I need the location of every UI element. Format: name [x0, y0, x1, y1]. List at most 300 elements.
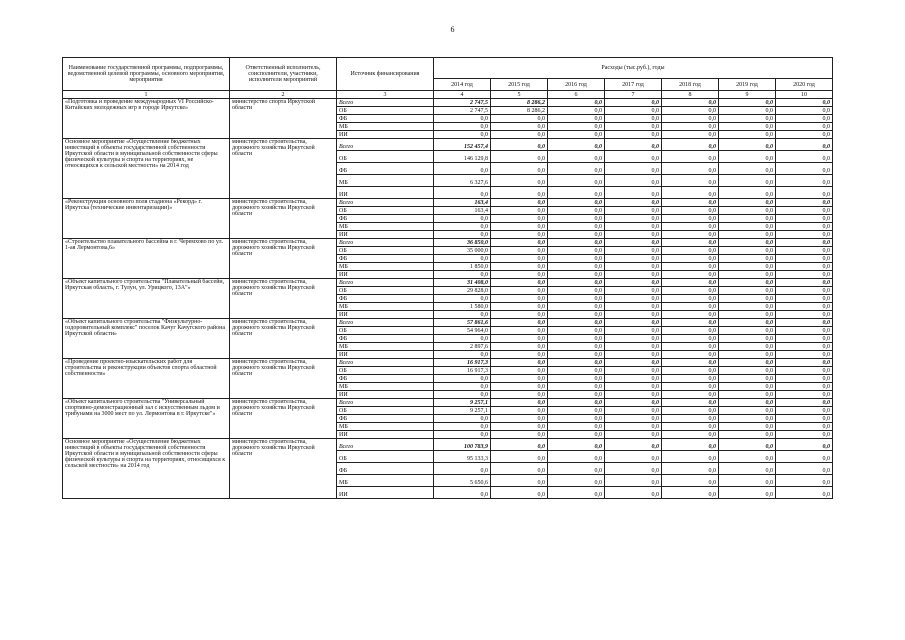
funding-source: МБ [337, 423, 434, 431]
amount-cell: 0,0 [662, 359, 719, 367]
amount-cell: 0,0 [491, 319, 548, 327]
amount-cell: 0,0 [548, 131, 605, 139]
amount-cell: 95 133,3 [434, 451, 491, 463]
amount-cell: 0,0 [548, 99, 605, 107]
amount-cell: 0,0 [776, 207, 833, 215]
amount-cell: 0,0 [434, 351, 491, 359]
amount-cell: 0,0 [491, 163, 548, 175]
amount-cell: 0,0 [719, 255, 776, 263]
funding-source: ОБ [337, 327, 434, 335]
amount-cell: 0,0 [491, 407, 548, 415]
amount-cell: 0,0 [605, 423, 662, 431]
amount-cell: 0,0 [719, 239, 776, 247]
amount-cell: 0,0 [605, 279, 662, 287]
funding-source: ФБ [337, 163, 434, 175]
column-number: 10 [776, 91, 833, 99]
amount-cell: 0,0 [605, 287, 662, 295]
amount-cell: 0,0 [605, 187, 662, 199]
table-row [63, 99, 833, 107]
amount-cell: 57 861,6 [434, 319, 491, 327]
header-year: 2015 год [491, 79, 548, 91]
amount-cell: 0,0 [719, 359, 776, 367]
amount-cell: 0,0 [434, 295, 491, 303]
column-number: 3 [337, 91, 434, 99]
amount-cell: 0,0 [719, 115, 776, 123]
amount-cell: 0,0 [776, 151, 833, 163]
column-number: 7 [605, 91, 662, 99]
header-year: 2017 год [605, 79, 662, 91]
activity-executor: министерство строительства, дорожного хозяйства Иркутской области [230, 399, 337, 439]
amount-cell: 0,0 [434, 131, 491, 139]
funding-source: Всего [337, 139, 434, 151]
amount-cell: 0,0 [662, 343, 719, 351]
column-number: 9 [719, 91, 776, 99]
amount-cell: 0,0 [491, 327, 548, 335]
amount-cell: 0,0 [548, 319, 605, 327]
funding-source: ИИ [337, 487, 434, 499]
amount-cell: 0,0 [434, 335, 491, 343]
amount-cell: 0,0 [776, 99, 833, 107]
funding-source: Всего [337, 279, 434, 287]
amount-cell: 0,0 [662, 151, 719, 163]
amount-cell: 0,0 [605, 175, 662, 187]
amount-cell: 0,0 [776, 391, 833, 399]
activity-name: «Реконструкция основного поля стадиона «Рекорд» г. Иркутска (технические инвентаризации)» [63, 199, 230, 239]
amount-cell: 0,0 [662, 99, 719, 107]
funding-source: ИИ [337, 351, 434, 359]
amount-cell: 0,0 [776, 415, 833, 423]
amount-cell: 0,0 [434, 415, 491, 423]
amount-cell: 0,0 [662, 451, 719, 463]
amount-cell: 0,0 [662, 287, 719, 295]
amount-cell: 0,0 [548, 463, 605, 475]
amount-cell: 0,0 [605, 451, 662, 463]
amount-cell: 0,0 [662, 399, 719, 407]
amount-cell: 0,0 [548, 407, 605, 415]
amount-cell: 0,0 [719, 207, 776, 215]
column-number: 5 [491, 91, 548, 99]
activity-executor: министерство строительства, дорожного хозяйства Иркутской области [230, 139, 337, 199]
amount-cell: 0,0 [776, 439, 833, 451]
amount-cell: 0,0 [605, 207, 662, 215]
funding-source: МБ [337, 383, 434, 391]
amount-cell: 0,0 [548, 423, 605, 431]
amount-cell: 0,0 [548, 439, 605, 451]
amount-cell: 0,0 [662, 375, 719, 383]
amount-cell: 0,0 [776, 175, 833, 187]
amount-cell: 0,0 [491, 239, 548, 247]
header-executor: Ответственный исполнитель, соисполнители, участники, исполнители мероприятий [230, 58, 337, 91]
column-number: 8 [662, 91, 719, 99]
amount-cell: 0,0 [776, 271, 833, 279]
amount-cell: 0,0 [776, 279, 833, 287]
amount-cell: 1 850,0 [434, 263, 491, 271]
amount-cell: 0,0 [548, 215, 605, 223]
funding-source: МБ [337, 223, 434, 231]
amount-cell: 0,0 [719, 271, 776, 279]
amount-cell: 0,0 [491, 255, 548, 263]
funding-source: ОБ [337, 287, 434, 295]
funding-source: ОБ [337, 207, 434, 215]
header-year: 2019 год [719, 79, 776, 91]
amount-cell: 0,0 [491, 375, 548, 383]
amount-cell: 0,0 [548, 123, 605, 131]
amount-cell: 0,0 [662, 383, 719, 391]
amount-cell: 2 897,6 [434, 343, 491, 351]
amount-cell: 0,0 [548, 487, 605, 499]
amount-cell: 0,0 [719, 139, 776, 151]
amount-cell: 0,0 [776, 451, 833, 463]
amount-cell: 0,0 [434, 311, 491, 319]
amount-cell: 0,0 [662, 175, 719, 187]
amount-cell: 0,0 [776, 231, 833, 239]
header-funding-source: Источник финансирования [337, 58, 434, 91]
amount-cell: 0,0 [662, 279, 719, 287]
header-program-name: Наименование государственной программы, подпрограммы, ведомственной целевой программы, основного мероприятия, мероприятия [63, 58, 230, 91]
amount-cell: 0,0 [719, 319, 776, 327]
amount-cell: 0,0 [548, 263, 605, 271]
amount-cell: 0,0 [776, 359, 833, 367]
amount-cell: 0,0 [662, 215, 719, 223]
funding-source: ФБ [337, 215, 434, 223]
amount-cell: 0,0 [719, 247, 776, 255]
activity-name: «Строительство плавательного бассейна в г. Черемхово по ул. 1-ая Лермонтова,6» [63, 239, 230, 279]
amount-cell: 0,0 [434, 223, 491, 231]
activity-executor: министерство строительства, дорожного хозяйства Иркутской области [230, 319, 337, 359]
amount-cell: 0,0 [662, 439, 719, 451]
amount-cell: 0,0 [605, 391, 662, 399]
amount-cell: 0,0 [491, 303, 548, 311]
amount-cell: 0,0 [605, 151, 662, 163]
amount-cell: 0,0 [605, 327, 662, 335]
amount-cell: 0,0 [491, 131, 548, 139]
amount-cell: 0,0 [548, 187, 605, 199]
amount-cell: 0,0 [605, 475, 662, 487]
amount-cell: 0,0 [662, 303, 719, 311]
amount-cell: 0,0 [605, 375, 662, 383]
funding-source: ОБ [337, 151, 434, 163]
amount-cell: 0,0 [605, 399, 662, 407]
funding-source: Всего [337, 359, 434, 367]
amount-cell: 0,0 [662, 487, 719, 499]
amount-cell: 0,0 [719, 423, 776, 431]
amount-cell: 0,0 [719, 287, 776, 295]
amount-cell: 0,0 [662, 407, 719, 415]
amount-cell: 0,0 [776, 399, 833, 407]
amount-cell: 0,0 [719, 295, 776, 303]
page-number: 6 [450, 25, 455, 34]
amount-cell: 0,0 [605, 463, 662, 475]
amount-cell: 0,0 [491, 263, 548, 271]
amount-cell: 0,0 [776, 255, 833, 263]
amount-cell: 2 747,5 [434, 99, 491, 107]
amount-cell: 0,0 [548, 199, 605, 207]
amount-cell: 0,0 [548, 107, 605, 115]
amount-cell: 0,0 [605, 115, 662, 123]
amount-cell: 0,0 [548, 255, 605, 263]
funding-source: ИИ [337, 231, 434, 239]
amount-cell: 0,0 [719, 343, 776, 351]
amount-cell: 0,0 [548, 327, 605, 335]
amount-cell: 0,0 [491, 451, 548, 463]
amount-cell: 0,0 [662, 351, 719, 359]
amount-cell: 0,0 [776, 287, 833, 295]
amount-cell: 0,0 [605, 163, 662, 175]
amount-cell: 0,0 [548, 335, 605, 343]
amount-cell: 0,0 [719, 463, 776, 475]
amount-cell: 0,0 [491, 475, 548, 487]
amount-cell: 0,0 [776, 487, 833, 499]
column-number: 2 [230, 91, 337, 99]
funding-source: ОБ [337, 407, 434, 415]
amount-cell: 0,0 [548, 343, 605, 351]
amount-cell: 0,0 [776, 423, 833, 431]
amount-cell: 0,0 [662, 131, 719, 139]
amount-cell: 0,0 [719, 311, 776, 319]
activity-executor: министерство спорта Иркутской области [230, 99, 337, 139]
amount-cell: 0,0 [662, 367, 719, 375]
funding-source: ФБ [337, 463, 434, 475]
amount-cell: 0,0 [491, 343, 548, 351]
amount-cell: 0,0 [776, 463, 833, 475]
funding-source: Всего [337, 199, 434, 207]
amount-cell: 0,0 [605, 271, 662, 279]
amount-cell: 0,0 [548, 151, 605, 163]
amount-cell: 0,0 [548, 287, 605, 295]
amount-cell: 0,0 [548, 391, 605, 399]
amount-cell: 0,0 [605, 107, 662, 115]
amount-cell: 0,0 [491, 139, 548, 151]
amount-cell: 0,0 [434, 187, 491, 199]
amount-cell: 0,0 [434, 163, 491, 175]
amount-cell: 0,0 [662, 187, 719, 199]
amount-cell: 0,0 [434, 431, 491, 439]
amount-cell: 0,0 [776, 139, 833, 151]
amount-cell: 35 000,0 [434, 247, 491, 255]
amount-cell: 0,0 [719, 375, 776, 383]
amount-cell: 0,0 [662, 115, 719, 123]
amount-cell: 54 964,0 [434, 327, 491, 335]
amount-cell: 0,0 [605, 223, 662, 231]
amount-cell: 152 457,4 [434, 139, 491, 151]
funding-source: ИИ [337, 391, 434, 399]
amount-cell: 0,0 [719, 107, 776, 115]
amount-cell: 0,0 [605, 343, 662, 351]
amount-cell: 0,0 [776, 407, 833, 415]
amount-cell: 0,0 [491, 383, 548, 391]
amount-cell: 0,0 [491, 287, 548, 295]
amount-cell: 0,0 [605, 263, 662, 271]
amount-cell: 8 286,2 [491, 99, 548, 107]
amount-cell: 16 917,3 [434, 359, 491, 367]
amount-cell: 0,0 [776, 319, 833, 327]
funding-source: МБ [337, 175, 434, 187]
amount-cell: 0,0 [491, 123, 548, 131]
amount-cell: 0,0 [491, 335, 548, 343]
amount-cell: 0,0 [662, 139, 719, 151]
table-row [63, 359, 833, 367]
table-row [63, 319, 833, 327]
amount-cell: 0,0 [434, 123, 491, 131]
amount-cell: 36 850,0 [434, 239, 491, 247]
funding-source: ФБ [337, 415, 434, 423]
amount-cell: 0,0 [776, 131, 833, 139]
funding-source: ФБ [337, 335, 434, 343]
amount-cell: 0,0 [434, 383, 491, 391]
table-row [63, 279, 833, 287]
amount-cell: 0,0 [605, 255, 662, 263]
amount-cell: 0,0 [605, 319, 662, 327]
amount-cell: 0,0 [776, 107, 833, 115]
amount-cell: 0,0 [548, 279, 605, 287]
amount-cell: 9 257,1 [434, 407, 491, 415]
amount-cell: 0,0 [719, 303, 776, 311]
amount-cell: 0,0 [491, 359, 548, 367]
amount-cell: 0,0 [719, 187, 776, 199]
amount-cell: 0,0 [719, 223, 776, 231]
amount-cell: 0,0 [434, 423, 491, 431]
amount-cell: 0,0 [662, 239, 719, 247]
amount-cell: 0,0 [605, 99, 662, 107]
amount-cell: 0,0 [662, 163, 719, 175]
amount-cell: 0,0 [719, 123, 776, 131]
amount-cell: 0,0 [548, 115, 605, 123]
amount-cell: 0,0 [548, 367, 605, 375]
amount-cell: 0,0 [662, 255, 719, 263]
amount-cell: 0,0 [719, 399, 776, 407]
amount-cell: 163,4 [434, 207, 491, 215]
amount-cell: 0,0 [776, 223, 833, 231]
table-row [63, 399, 833, 407]
amount-cell: 0,0 [662, 415, 719, 423]
amount-cell: 0,0 [662, 295, 719, 303]
amount-cell: 0,0 [491, 187, 548, 199]
financing-table [62, 57, 833, 499]
amount-cell: 31 408,0 [434, 279, 491, 287]
amount-cell: 0,0 [662, 475, 719, 487]
amount-cell: 163,4 [434, 199, 491, 207]
amount-cell: 0,0 [491, 439, 548, 451]
amount-cell: 0,0 [434, 231, 491, 239]
amount-cell: 0,0 [548, 303, 605, 311]
amount-cell: 0,0 [605, 215, 662, 223]
column-number: 6 [548, 91, 605, 99]
amount-cell: 0,0 [605, 359, 662, 367]
amount-cell: 0,0 [605, 239, 662, 247]
funding-source: МБ [337, 343, 434, 351]
amount-cell: 0,0 [491, 399, 548, 407]
amount-cell: 0,0 [605, 303, 662, 311]
amount-cell: 0,0 [491, 367, 548, 375]
amount-cell: 0,0 [434, 255, 491, 263]
activity-executor: министерство строительства, дорожного хозяйства Иркутской области [230, 279, 337, 319]
amount-cell: 0,0 [605, 131, 662, 139]
amount-cell: 0,0 [605, 247, 662, 255]
amount-cell: 0,0 [491, 311, 548, 319]
amount-cell: 0,0 [662, 223, 719, 231]
funding-source: Всего [337, 239, 434, 247]
amount-cell: 0,0 [548, 375, 605, 383]
amount-cell: 0,0 [548, 475, 605, 487]
amount-cell: 0,0 [605, 295, 662, 303]
amount-cell: 0,0 [434, 115, 491, 123]
amount-cell: 0,0 [719, 431, 776, 439]
funding-source: Всего [337, 439, 434, 451]
amount-cell: 0,0 [719, 383, 776, 391]
amount-cell: 0,0 [719, 99, 776, 107]
funding-source: ИИ [337, 311, 434, 319]
activity-name: Основное мероприятие «Осуществление бюджетных инвестиций в объекты государственной собственности Иркутской области и муниципальной собственности сферы физической культуры и спорта на территориях, относящихся к сельской местности» на 2014 год [63, 439, 230, 499]
amount-cell: 0,0 [548, 431, 605, 439]
amount-cell: 5 650,6 [434, 475, 491, 487]
amount-cell: 0,0 [548, 163, 605, 175]
amount-cell: 0,0 [491, 487, 548, 499]
amount-cell: 29 828,0 [434, 287, 491, 295]
amount-cell: 0,0 [776, 475, 833, 487]
header-year: 2018 год [662, 79, 719, 91]
amount-cell: 0,0 [776, 327, 833, 335]
amount-cell: 0,0 [719, 175, 776, 187]
funding-source: ФБ [337, 375, 434, 383]
amount-cell: 0,0 [719, 367, 776, 375]
amount-cell: 0,0 [719, 231, 776, 239]
amount-cell: 0,0 [662, 123, 719, 131]
amount-cell: 0,0 [548, 231, 605, 239]
amount-cell: 0,0 [491, 351, 548, 359]
amount-cell: 0,0 [719, 475, 776, 487]
amount-cell: 0,0 [434, 487, 491, 499]
amount-cell: 0,0 [719, 439, 776, 451]
header-year: 2014 год [434, 79, 491, 91]
funding-source: МБ [337, 263, 434, 271]
amount-cell: 0,0 [776, 343, 833, 351]
amount-cell: 0,0 [605, 139, 662, 151]
amount-cell: 0,0 [491, 151, 548, 163]
amount-cell: 0,0 [776, 375, 833, 383]
activity-name: «Объект капитального строительства "Универсальный спортивно-демонстрационный зал с искусственным льдом и трибунами на 3000 мест по ул. Лермонтова в г. Иркутске"» [63, 399, 230, 439]
table-row [63, 199, 833, 207]
funding-source: ОБ [337, 367, 434, 375]
amount-cell: 0,0 [491, 295, 548, 303]
amount-cell: 100 783,9 [434, 439, 491, 451]
amount-cell: 0,0 [776, 295, 833, 303]
amount-cell: 0,0 [491, 207, 548, 215]
amount-cell: 0,0 [605, 351, 662, 359]
amount-cell: 0,0 [548, 175, 605, 187]
amount-cell: 0,0 [719, 151, 776, 163]
amount-cell: 0,0 [491, 415, 548, 423]
amount-cell: 0,0 [434, 391, 491, 399]
amount-cell: 0,0 [776, 163, 833, 175]
amount-cell: 0,0 [491, 199, 548, 207]
amount-cell: 0,0 [776, 123, 833, 131]
amount-cell: 0,0 [605, 407, 662, 415]
funding-source: ОБ [337, 451, 434, 463]
funding-source: ИИ [337, 187, 434, 199]
amount-cell: 0,0 [605, 123, 662, 131]
amount-cell: 0,0 [776, 247, 833, 255]
amount-cell: 0,0 [548, 247, 605, 255]
amount-cell: 0,0 [776, 187, 833, 199]
amount-cell: 0,0 [776, 311, 833, 319]
amount-cell: 0,0 [662, 231, 719, 239]
amount-cell: 0,0 [719, 407, 776, 415]
table-row [63, 239, 833, 247]
amount-cell: 0,0 [719, 279, 776, 287]
amount-cell: 0,0 [491, 423, 548, 431]
amount-cell: 0,0 [491, 279, 548, 287]
amount-cell: 0,0 [719, 351, 776, 359]
